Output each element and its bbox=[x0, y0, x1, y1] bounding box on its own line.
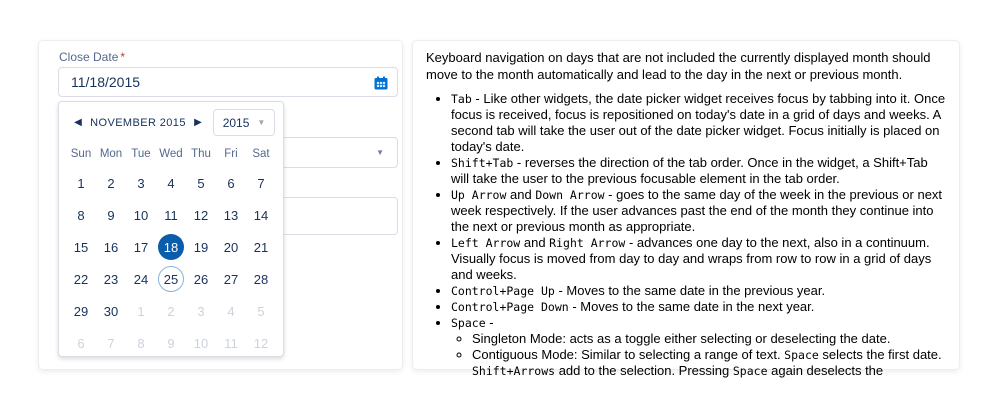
day-number: 24 bbox=[133, 271, 149, 287]
day-cell[interactable] bbox=[66, 231, 96, 263]
day-cell[interactable] bbox=[66, 199, 96, 231]
key-name: Shift+Tab bbox=[451, 156, 514, 170]
day-cell[interactable] bbox=[126, 327, 156, 359]
key-name: Shift+Arrows bbox=[472, 364, 556, 378]
day-cell[interactable] bbox=[156, 263, 186, 295]
day-cell[interactable] bbox=[186, 231, 216, 263]
day-grid bbox=[59, 165, 283, 359]
day-cell[interactable] bbox=[66, 263, 96, 295]
day-cell[interactable] bbox=[246, 263, 276, 295]
day-cell[interactable] bbox=[216, 295, 246, 327]
day-cell[interactable] bbox=[186, 199, 216, 231]
day-cell[interactable] bbox=[156, 199, 186, 231]
day-number: 6 bbox=[77, 335, 85, 351]
doc-text: selects the first date. bbox=[818, 347, 942, 362]
day-number: 5 bbox=[257, 303, 265, 319]
day-cell[interactable] bbox=[246, 231, 276, 263]
doc-sublist-item bbox=[472, 331, 946, 347]
day-number: 11 bbox=[164, 207, 178, 223]
day-cell[interactable] bbox=[246, 167, 276, 199]
day-cell[interactable] bbox=[66, 167, 96, 199]
doc-sublist bbox=[451, 331, 946, 379]
day-cell[interactable] bbox=[66, 327, 96, 359]
weekday-label: Sun bbox=[70, 148, 92, 160]
day-cell[interactable] bbox=[96, 167, 126, 199]
doc-list-item bbox=[451, 187, 946, 235]
day-cell[interactable] bbox=[186, 295, 216, 327]
doc-list-item bbox=[451, 235, 946, 283]
doc-bullet-list bbox=[426, 91, 946, 379]
documentation-content bbox=[413, 41, 959, 379]
doc-text: and bbox=[506, 187, 536, 202]
doc-text: and bbox=[520, 235, 550, 250]
doc-text: - Moves to the same date in the next year. bbox=[568, 299, 815, 314]
close-date-input[interactable] bbox=[58, 67, 398, 97]
doc-list-item bbox=[451, 283, 946, 299]
day-cell[interactable] bbox=[96, 263, 126, 295]
doc-text: Contiguous Mode: Similar to selecting a range of text. bbox=[472, 347, 785, 362]
day-cell[interactable] bbox=[96, 327, 126, 359]
day-number: 12 bbox=[193, 207, 209, 223]
day-number: 4 bbox=[167, 175, 175, 191]
day-cell[interactable] bbox=[216, 263, 246, 295]
key-name: Space bbox=[451, 316, 486, 330]
day-number: 8 bbox=[137, 335, 145, 351]
day-number: 4 bbox=[227, 303, 235, 319]
chevron-down-icon: ▼ bbox=[376, 148, 384, 157]
key-name: Down Arrow bbox=[535, 188, 605, 202]
day-cell[interactable] bbox=[216, 327, 246, 359]
documentation-card bbox=[412, 40, 960, 378]
day-number: 20 bbox=[223, 239, 239, 255]
day-cell[interactable] bbox=[186, 327, 216, 359]
day-number: 1 bbox=[137, 303, 145, 319]
close-date-label-text: Close Date bbox=[59, 50, 119, 64]
doc-intro-paragraph: Keyboard navigation on days that are not included the currently displayed month should move to the month automatically and lead to the day in the next or previous month. bbox=[426, 50, 931, 82]
day-cell[interactable] bbox=[126, 295, 156, 327]
datepicker-popup bbox=[58, 101, 284, 357]
doc-list-item bbox=[451, 315, 946, 379]
doc-text: again deselects the bbox=[767, 363, 884, 378]
day-cell[interactable] bbox=[216, 231, 246, 263]
day-cell[interactable] bbox=[216, 167, 246, 199]
day-number: 2 bbox=[167, 303, 175, 319]
year-value: 2015 bbox=[222, 115, 250, 130]
day-cell[interactable] bbox=[126, 167, 156, 199]
day-number: 19 bbox=[193, 239, 209, 255]
day-number: 13 bbox=[223, 207, 239, 223]
day-cell[interactable] bbox=[246, 327, 276, 359]
day-number: 28 bbox=[253, 271, 269, 287]
weekday-label: Wed bbox=[159, 148, 183, 160]
doc-text: - reverses the direction of the tab order. Once in the widget, a Shift+Tab will take the user to the previous focusable element in the tab order. bbox=[451, 155, 928, 186]
day-number: 1 bbox=[77, 175, 85, 191]
day-cell[interactable] bbox=[186, 263, 216, 295]
day-number: 8 bbox=[77, 207, 85, 223]
day-cell[interactable] bbox=[126, 199, 156, 231]
day-number: 14 bbox=[253, 207, 269, 223]
weekday-label: Sat bbox=[252, 148, 270, 160]
day-number: 3 bbox=[197, 303, 205, 319]
day-number: 18 bbox=[158, 234, 184, 260]
day-number: 7 bbox=[257, 175, 265, 191]
doc-text: - Moves to the same date in the previous year. bbox=[554, 283, 826, 298]
required-asterisk: * bbox=[120, 50, 126, 64]
chevron-down-icon: ▼ bbox=[257, 118, 266, 127]
doc-sublist-item bbox=[472, 347, 946, 379]
day-cell[interactable] bbox=[186, 167, 216, 199]
datepicker-header bbox=[59, 102, 283, 136]
day-cell[interactable] bbox=[156, 327, 186, 359]
doc-text: add to the selection. Pressing bbox=[555, 363, 733, 378]
day-number: 23 bbox=[103, 271, 119, 287]
day-number: 10 bbox=[133, 207, 149, 223]
weekday-label: Mon bbox=[99, 148, 123, 160]
key-name: Tab bbox=[451, 92, 472, 106]
day-cell[interactable] bbox=[96, 231, 126, 263]
day-number: 25 bbox=[158, 266, 184, 292]
day-cell[interactable] bbox=[246, 199, 276, 231]
doc-text: Singleton Mode: acts as a toggle either selecting or deselecting the date. bbox=[472, 331, 891, 346]
day-number: 7 bbox=[107, 335, 115, 351]
day-cell[interactable] bbox=[96, 199, 126, 231]
doc-text: - Like other widgets, the date picker widget receives focus by tabbing into it. Once focus is received, focus is repositioned on today's date in a grid of days and weeks. A second tab will take the user out of the date picker widget. Focus initially is placed on today's date. bbox=[451, 91, 946, 154]
day-number: 5 bbox=[197, 175, 205, 191]
doc-text: - goes to the same day of the week in the previous or next week respectively. If the user advances past the end of the month they continue into the next or previous month as appropriate. bbox=[451, 187, 943, 234]
key-name: Control+Page Down bbox=[451, 300, 569, 314]
key-name: Space bbox=[732, 364, 768, 378]
day-number: 3 bbox=[137, 175, 145, 191]
weekday-row bbox=[59, 136, 283, 165]
year-select[interactable] bbox=[213, 109, 275, 136]
doc-list-item bbox=[451, 155, 946, 187]
day-number: 27 bbox=[223, 271, 239, 287]
day-cell[interactable] bbox=[96, 295, 126, 327]
day-cell[interactable] bbox=[66, 295, 96, 327]
key-name: Left Arrow bbox=[451, 236, 521, 250]
close-date-label bbox=[59, 50, 125, 64]
key-name: Up Arrow bbox=[451, 188, 507, 202]
doc-text: - advances one day to the next, also in a continuum. Visually focus is moved from day to day and wraps from row to row in a grid of days and weeks. bbox=[451, 235, 932, 282]
weekday-label: Fri bbox=[224, 148, 238, 160]
day-number: 11 bbox=[224, 335, 238, 351]
day-cell[interactable] bbox=[246, 295, 276, 327]
day-number: 26 bbox=[193, 271, 209, 287]
day-cell[interactable] bbox=[126, 263, 156, 295]
day-number: 22 bbox=[73, 271, 89, 287]
doc-list-item bbox=[451, 299, 946, 315]
day-number: 21 bbox=[253, 239, 269, 255]
day-cell[interactable] bbox=[216, 199, 246, 231]
day-cell[interactable] bbox=[156, 295, 186, 327]
month-label: NOVEMBER 2015 bbox=[90, 116, 186, 129]
key-name: Right Arrow bbox=[549, 236, 626, 250]
close-date-value: 11/18/2015 bbox=[71, 74, 141, 90]
day-number: 2 bbox=[107, 175, 115, 191]
day-number: 12 bbox=[253, 335, 269, 351]
day-number: 29 bbox=[73, 303, 89, 319]
day-number: 17 bbox=[133, 239, 149, 255]
datepicker-demo-card bbox=[38, 40, 403, 370]
day-number: 9 bbox=[107, 207, 115, 223]
day-number: 9 bbox=[167, 335, 175, 351]
weekday-label: Thu bbox=[191, 148, 211, 160]
day-number: 6 bbox=[227, 175, 235, 191]
day-number: 15 bbox=[73, 239, 89, 255]
day-cell[interactable] bbox=[156, 167, 186, 199]
next-month-button[interactable]: ▶ bbox=[187, 110, 209, 136]
weekday-label: Tue bbox=[131, 148, 151, 160]
day-number: 16 bbox=[103, 239, 119, 255]
doc-text: - bbox=[485, 315, 494, 330]
day-number: 10 bbox=[193, 335, 209, 351]
calendar-icon[interactable] bbox=[374, 76, 388, 90]
previous-month-button[interactable]: ◀ bbox=[67, 110, 89, 136]
day-cell[interactable] bbox=[156, 231, 186, 263]
day-cell[interactable] bbox=[126, 231, 156, 263]
key-name: Control+Page Up bbox=[451, 284, 555, 298]
doc-list-item bbox=[451, 91, 946, 155]
day-number: 30 bbox=[103, 303, 119, 319]
key-name: Space bbox=[784, 348, 819, 362]
